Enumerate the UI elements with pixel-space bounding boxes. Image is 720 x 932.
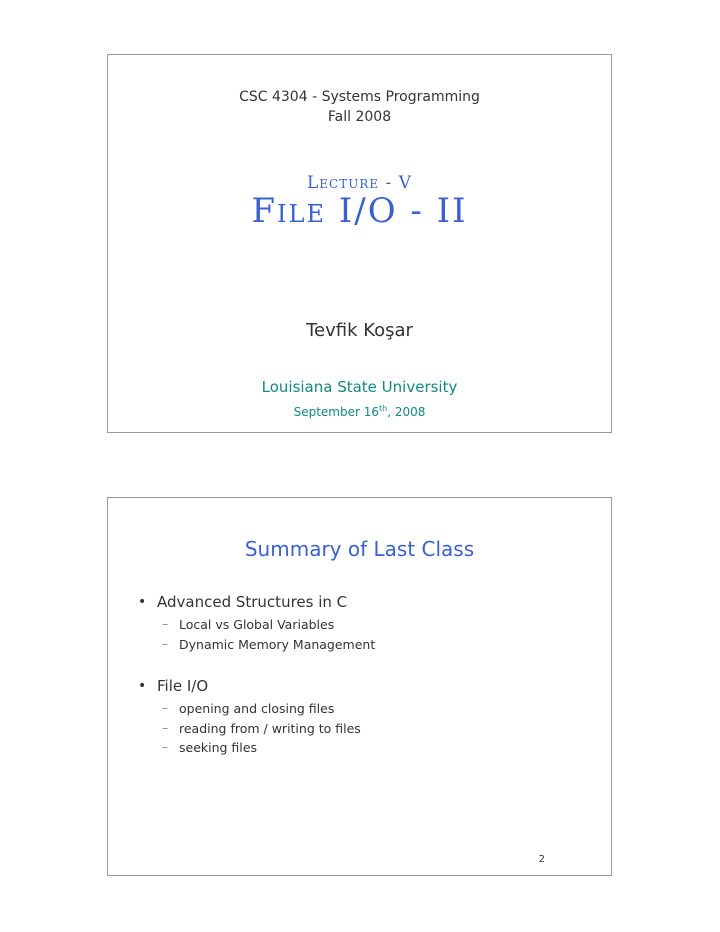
sub-list — [138, 615, 591, 654]
sub-item — [138, 615, 591, 635]
sub-item — [138, 699, 591, 719]
bullet-label: Advanced Structures in C — [157, 593, 348, 611]
bullet-group — [138, 592, 591, 654]
bullet-item — [138, 676, 591, 696]
date-ordinal: th — [379, 404, 388, 413]
sub-item — [138, 738, 591, 758]
sub-item-label: seeking files — [179, 740, 257, 755]
sub-item — [138, 635, 591, 655]
university: Louisiana State University — [261, 378, 458, 396]
dash-icon: – — [162, 701, 168, 715]
bullet-dot-icon: • — [138, 678, 147, 694]
sub-item-label: Dynamic Memory Management — [179, 636, 376, 652]
page-number: 2 — [538, 854, 545, 865]
dash-icon: – — [162, 740, 168, 754]
dash-icon: – — [162, 617, 168, 631]
bullet-item — [138, 592, 591, 612]
bullet-list — [138, 592, 591, 758]
sub-list — [138, 699, 591, 758]
course-title: CSC 4304 - Systems Programming — [239, 89, 480, 105]
slide-1 — [107, 54, 612, 433]
sub-item-label: reading from / writing to files — [179, 720, 361, 736]
bullet-group — [138, 676, 591, 758]
bullet-label: File I/O — [157, 677, 209, 695]
dash-icon: – — [162, 636, 168, 651]
dash-icon: – — [162, 720, 168, 735]
author: Tevfik Koşar — [306, 320, 413, 341]
sub-item-label: opening and closing files — [179, 701, 335, 716]
lecture-number: Lecture - V — [307, 173, 412, 193]
date-suffix: , 2008 — [387, 405, 426, 419]
bullet-dot-icon: • — [138, 594, 147, 610]
sub-item-label: Local vs Global Variables — [179, 617, 335, 632]
term: Fall 2008 — [327, 109, 392, 125]
date-prefix: September 16 — [293, 405, 380, 419]
slide-title: Summary of Last Class — [244, 537, 475, 561]
sub-item — [138, 719, 591, 739]
slide-2 — [107, 497, 612, 876]
lecture-title: File I/O - II — [251, 191, 468, 231]
lecture-date — [108, 400, 611, 421]
